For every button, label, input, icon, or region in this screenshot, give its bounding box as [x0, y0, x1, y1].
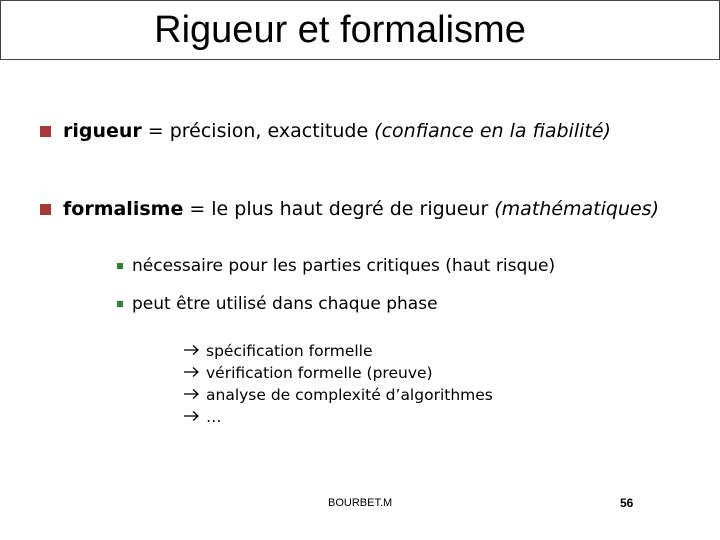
right-arrow-icon	[183, 340, 201, 362]
page-number: 56	[620, 496, 634, 510]
bullet-term: rigueur	[63, 120, 142, 142]
arrow-item	[183, 406, 493, 428]
small-square-bullet-icon	[117, 301, 123, 307]
equals-sign: =	[147, 120, 164, 142]
bullet-term: formalisme	[63, 198, 184, 220]
small-square-bullet-icon	[117, 263, 123, 269]
bullet-definition: le plus haut degré de rigueur	[211, 198, 489, 220]
equals-sign: =	[189, 198, 206, 220]
arrow-item-text: …	[206, 408, 222, 426]
arrow-item	[183, 362, 493, 384]
bullet-rigueur	[40, 120, 611, 142]
square-bullet-icon	[40, 126, 51, 137]
bullet-note: (confiance en la fiabilité)	[374, 120, 611, 142]
slide-title-wrap	[0, 6, 720, 54]
right-arrow-icon	[183, 406, 201, 428]
bullet-formalisme	[40, 198, 659, 220]
arrow-list	[183, 340, 493, 428]
square-bullet-icon	[40, 204, 51, 215]
right-arrow-icon	[183, 384, 201, 406]
arrow-item	[183, 340, 493, 362]
bullet-note: (mathématiques)	[494, 198, 659, 220]
bullet-definition: précision, exactitude	[169, 120, 369, 142]
arrow-item	[183, 384, 493, 406]
right-arrow-icon	[183, 362, 201, 384]
arrow-item-text: spécification formelle	[206, 342, 373, 360]
sub-bullet-phase	[117, 294, 438, 314]
sub-bullet-critical	[117, 256, 555, 276]
sub-bullet-text: peut être utilisé dans chaque phase	[132, 294, 438, 314]
sub-bullet-text: nécessaire pour les parties critiques (haut risque)	[132, 256, 556, 276]
slide-title: Rigueur et formalisme	[154, 9, 526, 51]
arrow-item-text: analyse de complexité d’algorithmes	[206, 386, 493, 404]
footer-author: BOURBET.M	[328, 497, 393, 509]
arrow-item-text: vérification formelle (preuve)	[206, 364, 433, 382]
